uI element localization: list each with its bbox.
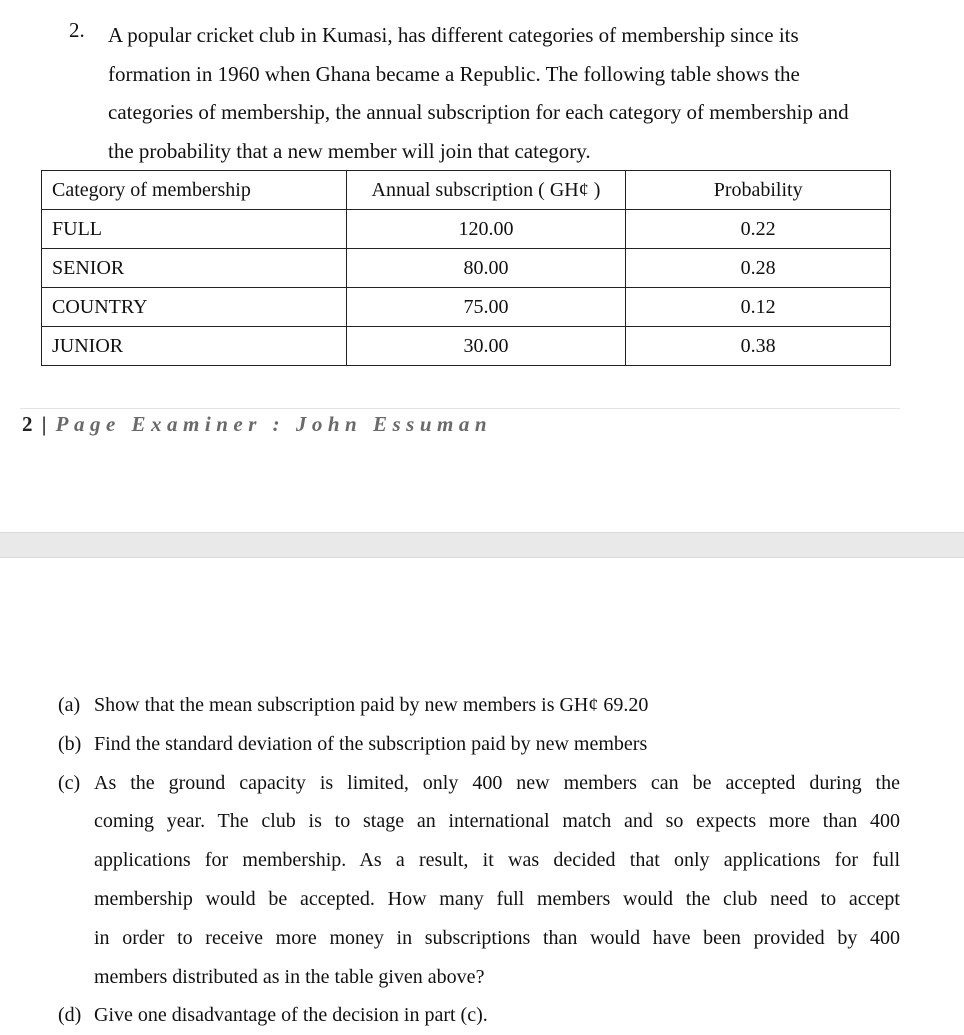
probability-cell: 0.28 <box>626 249 891 288</box>
intro-line: A popular cricket club in Kumasi, has different categories of membership since its <box>108 23 799 47</box>
question-number: 2. <box>69 18 85 42</box>
subscription-cell: 75.00 <box>346 288 626 327</box>
subscription-cell: 120.00 <box>346 210 626 249</box>
probability-cell: 0.38 <box>626 327 891 366</box>
header-probability: Probability <box>626 171 891 210</box>
part-line: membership would be accepted. How many full members would the club need to accept <box>94 887 900 910</box>
part-text <box>94 764 900 997</box>
part-line: As the ground capacity is limited, only 400 new members can be accepted during the <box>94 771 900 794</box>
table-row <box>42 327 891 366</box>
table-row <box>42 288 891 327</box>
subscription-cell: 80.00 <box>346 249 626 288</box>
part-line: members distributed as in the table given above? <box>94 965 485 988</box>
part-a <box>58 686 900 725</box>
header-subscription: Annual subscription ( GH¢ ) <box>346 171 626 210</box>
part-label: (b) <box>58 732 82 755</box>
subscription-cell: 30.00 <box>346 327 626 366</box>
category-cell: FULL <box>42 210 347 249</box>
page-break <box>0 532 964 558</box>
part-label: (d) <box>58 1004 82 1027</box>
part-line: Show that the mean subscription paid by new members is GH¢ 69.20 <box>94 694 649 716</box>
part-line: coming year. The club is to stage an international match and so expects more than 400 <box>94 810 900 833</box>
part-label: (a) <box>58 694 81 716</box>
part-c <box>58 764 900 997</box>
part-line: Give one disadvantage of the decision in part (c). <box>94 1004 488 1027</box>
membership-table <box>41 170 891 366</box>
probability-cell: 0.12 <box>626 288 891 327</box>
part-text <box>94 686 900 725</box>
part-line: in order to receive more money in subscriptions than would have been provided by 400 <box>94 926 900 949</box>
part-text <box>94 725 900 764</box>
table-row <box>42 210 891 249</box>
category-cell: JUNIOR <box>42 327 347 366</box>
page-number: 2 | <box>22 412 56 436</box>
part-d <box>58 996 900 1035</box>
intro-line: the probability that a new member will join that category. <box>108 138 591 163</box>
part-line: Find the standard deviation of the subscription paid by new members <box>94 732 648 755</box>
category-cell: SENIOR <box>42 249 347 288</box>
part-b <box>58 725 900 764</box>
category-cell: COUNTRY <box>42 288 347 327</box>
probability-cell: 0.22 <box>626 210 891 249</box>
intro-line: formation in 1960 when Ghana became a Republic. The following table shows the <box>108 61 800 86</box>
question-parts <box>58 686 900 1035</box>
question-intro <box>108 16 908 170</box>
footer-text: Page Examiner : John Essuman <box>55 412 493 436</box>
page-footer <box>22 412 492 437</box>
part-text <box>94 996 900 1035</box>
part-line: applications for membership. As a result, it was decided that only applications for full <box>94 849 900 872</box>
table-header-row <box>42 171 891 210</box>
footer-divider <box>20 408 900 409</box>
part-label: (c) <box>58 771 81 794</box>
table-row <box>42 249 891 288</box>
intro-line: categories of membership, the annual subscription for each category of membership and <box>108 100 849 125</box>
header-category: Category of membership <box>42 171 347 210</box>
